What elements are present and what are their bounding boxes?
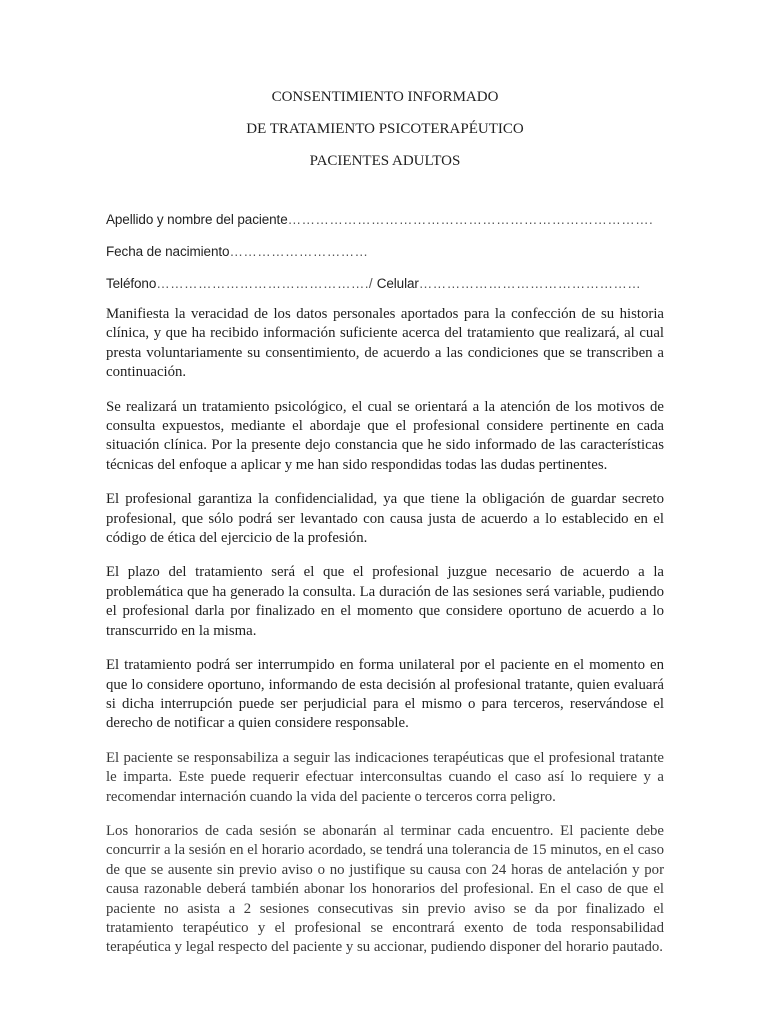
mobile-label: Celular bbox=[373, 276, 419, 291]
paragraph-plazo: El plazo del tratamiento será el que el profesional juzgue necesario de acuerdo a la problemática que ha generado la consulta. La duración de las sesiones será variable, pudiendo el profesional darla por finalizado en el momento que considere oportuno de acuerdo a lo transcurrido en la misma. bbox=[106, 564, 664, 639]
title-line-3: PACIENTES ADULTOS bbox=[309, 153, 461, 169]
patient-name-field bbox=[106, 212, 664, 227]
paragraph-veracidad: Manifiesta la veracidad de los datos personales aportados para la confección de su historia clínica, y que ha recibido información suficiente acerca del tratamiento que realizará, al cual presta voluntariamente su consentimiento, de acuerdo a las condiciones que se transcriben a continuación. bbox=[106, 306, 664, 381]
document-title-block bbox=[106, 89, 664, 170]
paragraph-tratamiento: Se realizará un tratamiento psicológico, el cual se orientará a la atención de los motivos de consulta expuestos, mediante el abordaje que el profesional considere pertinente en cada situación clínica. Por la presente dejo constancia que he sido informado de las características técnicas del enfoque a aplicar y me han sido respondidas todas las dudas pertinentes. bbox=[106, 398, 664, 473]
patient-name-label: Apellido y nombre del paciente bbox=[106, 212, 288, 227]
paragraph-interrupcion: El tratamiento podrá ser interrumpido en forma unilateral por el paciente en el momento en que lo considere oportuno, informando de esta decisión al profesional tratante, quien evaluará si dicha interrupción puede ser perjudicial para el mismo o para terceros, reservándose el derecho de notificar a quien considere responsable. bbox=[106, 657, 664, 732]
paragraph-honorarios: Los honorarios de cada sesión se abonarán al terminar cada encuentro. El paciente debe concurrir a la sesión en el horario acordado, se tendrá una tolerancia de 15 minutos, en el caso de que se ausente sin previo aviso o no justifique su causa con 24 horas de antelación y por causa razonable deberá también abonar los honorarios del profesional. En el caso de que el paciente no asista a 2 sesiones consecutivas sin previo aviso se da por finalizado el tratamiento terapéutico y el profesional se encontrará exento de toda responsabilidad terapéutica y legal respecto del paciente y su accionar, pudiendo disponer del horario pautado. bbox=[106, 822, 664, 956]
title-line-1: CONSENTIMIENTO INFORMADO bbox=[271, 89, 499, 105]
mobile-blank: ………………………………………… bbox=[418, 276, 642, 291]
birth-date-field bbox=[106, 244, 664, 259]
phone-field bbox=[106, 276, 664, 291]
paragraph-responsabilidad: El paciente se responsabiliza a seguir las indicaciones terapéuticas que el profesional tratante le imparta. Este puede requerir efectuar interconsultas cuando el caso así lo requiere y a recomendar internación cuando la vida del paciente o terceros corra peligro. bbox=[106, 749, 664, 805]
birth-date-label: Fecha de nacimiento bbox=[106, 244, 230, 259]
title-line-2: DE TRATAMIENTO PSICOTERAPÉUTICO bbox=[246, 121, 524, 137]
paragraph-confidencialidad: El profesional garantiza la confidencialidad, ya que tiene la obligación de guardar secreto profesional, que sólo podrá ser levantado con causa justa de acuerdo a lo establecido en el código de ética del ejercicio de la profesión. bbox=[106, 491, 664, 547]
phone-blank: ………………………………………./ bbox=[156, 276, 374, 291]
patient-name-blank: ……………………………………………………………………. bbox=[287, 212, 654, 227]
phone-label: Teléfono bbox=[106, 276, 157, 291]
birth-date-blank: ………………………… bbox=[229, 244, 369, 259]
